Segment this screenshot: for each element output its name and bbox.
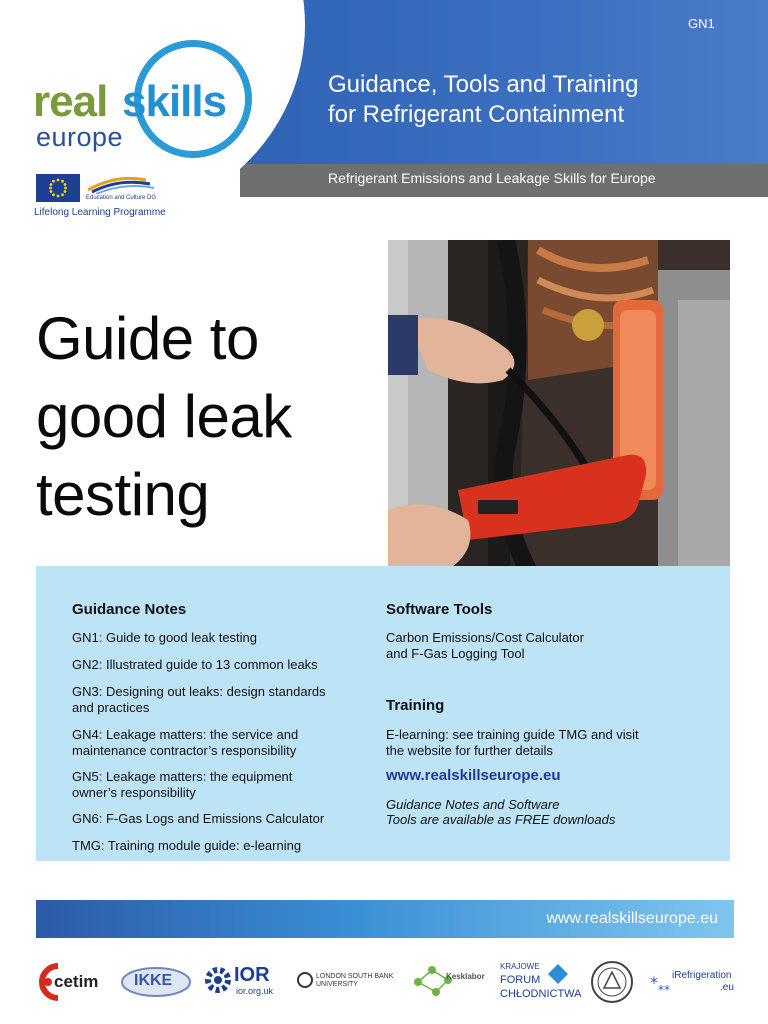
ikke-logo xyxy=(120,960,192,1004)
guidance-item-gn3 xyxy=(72,684,326,716)
header-title-line2: for Refrigerant Containment xyxy=(328,101,625,128)
lsbu-logo xyxy=(296,960,400,1004)
free-note-line: Tools are available as FREE downloads xyxy=(386,812,616,827)
title-line3: testing xyxy=(36,461,210,528)
guidance-heading: Guidance Notes xyxy=(72,601,187,618)
software-line: and F-Gas Logging Tool xyxy=(386,646,525,661)
svg-text:**: ** xyxy=(658,983,670,997)
footer-website-link[interactable]: www.realskillseurope.eu xyxy=(546,910,718,927)
document-code: GN1 xyxy=(688,16,715,31)
education-culture-dg-label: Education and Culture DG xyxy=(86,195,157,201)
irefrigeration-label: iRefrigeration xyxy=(672,970,732,981)
logo-word-skills: skills xyxy=(122,77,227,126)
guidance-item-line: GN2: Illustrated guide to 13 common leaks xyxy=(72,657,318,672)
guidance-item-gn4 xyxy=(72,727,298,759)
page-title xyxy=(36,300,376,534)
leak-testing-photo xyxy=(388,240,730,570)
guidance-item-tmg xyxy=(72,838,301,854)
software-line: Carbon Emissions/Cost Calculator xyxy=(386,630,584,645)
guidance-item-line: GN3: Designing out leaks: design standards xyxy=(72,684,326,699)
irefrigeration-eu: .eu xyxy=(720,982,734,993)
cetim-label: cetim xyxy=(54,972,99,991)
lsbu-label-line1: LONDON SOUTH BANK xyxy=(316,973,394,980)
guidance-item-gn2 xyxy=(72,657,318,673)
training-description xyxy=(386,727,639,759)
guidance-item-line: and practices xyxy=(72,700,150,715)
free-downloads-note xyxy=(386,797,686,827)
university-seal-logo xyxy=(586,960,640,1004)
cetim-logo xyxy=(36,960,108,1004)
guidance-item-gn6 xyxy=(72,811,324,827)
training-heading: Training xyxy=(386,697,445,714)
ior-logo xyxy=(204,960,290,1004)
ior-url: ior.org.uk xyxy=(236,986,274,996)
header-title-line1: Guidance, Tools and Training xyxy=(328,71,639,98)
ikke-label: IKKE xyxy=(134,972,173,989)
kesklabor-logo xyxy=(408,960,488,1004)
title-line2: good leak xyxy=(36,383,292,450)
logo-word-real: real xyxy=(33,77,108,126)
guidance-item-gn1 xyxy=(72,630,257,646)
free-note-line: Guidance Notes and Software xyxy=(386,797,560,812)
guidance-item-gn5 xyxy=(72,769,292,801)
eu-flag-icon xyxy=(36,174,80,202)
guidance-item-line: maintenance contractor’s responsibility xyxy=(72,743,297,758)
krajowe-label-line3: CHŁODNICTWA xyxy=(500,988,582,1000)
guidance-item-line: GN1: Guide to good leak testing xyxy=(72,630,258,645)
header-title xyxy=(328,70,748,130)
software-description xyxy=(386,630,584,662)
training-line: the website for further details xyxy=(386,743,553,758)
krajowe-label-line1: KRAJOWE xyxy=(500,962,540,971)
training-line: E-learning: see training guide TMG and visit xyxy=(386,727,639,742)
guidance-item-line: GN4: Leakage matters: the service and xyxy=(72,727,299,742)
title-line1: Guide to xyxy=(36,305,259,372)
guidance-item-line: owner’s responsibility xyxy=(72,785,196,800)
guidance-item-line: TMG: Training module guide: e-learning xyxy=(72,838,302,853)
irefrigeration-logo xyxy=(648,960,740,1004)
guidance-item-line: GN6: F-Gas Logs and Emissions Calculator xyxy=(72,811,325,826)
lifelong-learning-label: Lifelong Learning Programme xyxy=(34,207,166,218)
lsbu-label-line2: UNIVERSITY xyxy=(316,981,359,988)
kesklabor-label: Kesklabor xyxy=(446,972,485,981)
header-subtitle: Refrigerant Emissions and Leakage Skills for Europe xyxy=(328,170,656,186)
logo-word-europe: europe xyxy=(36,122,124,152)
guidance-item-line: GN5: Leakage matters: the equipment xyxy=(72,769,293,784)
software-heading: Software Tools xyxy=(386,601,493,618)
ior-label: IOR xyxy=(234,964,270,986)
krajowe-forum-logo xyxy=(496,960,582,1004)
svg-text:*: * xyxy=(650,973,658,992)
website-link[interactable]: www.realskillseurope.eu xyxy=(386,767,561,784)
krajowe-label-line2: FORUM xyxy=(500,974,541,986)
